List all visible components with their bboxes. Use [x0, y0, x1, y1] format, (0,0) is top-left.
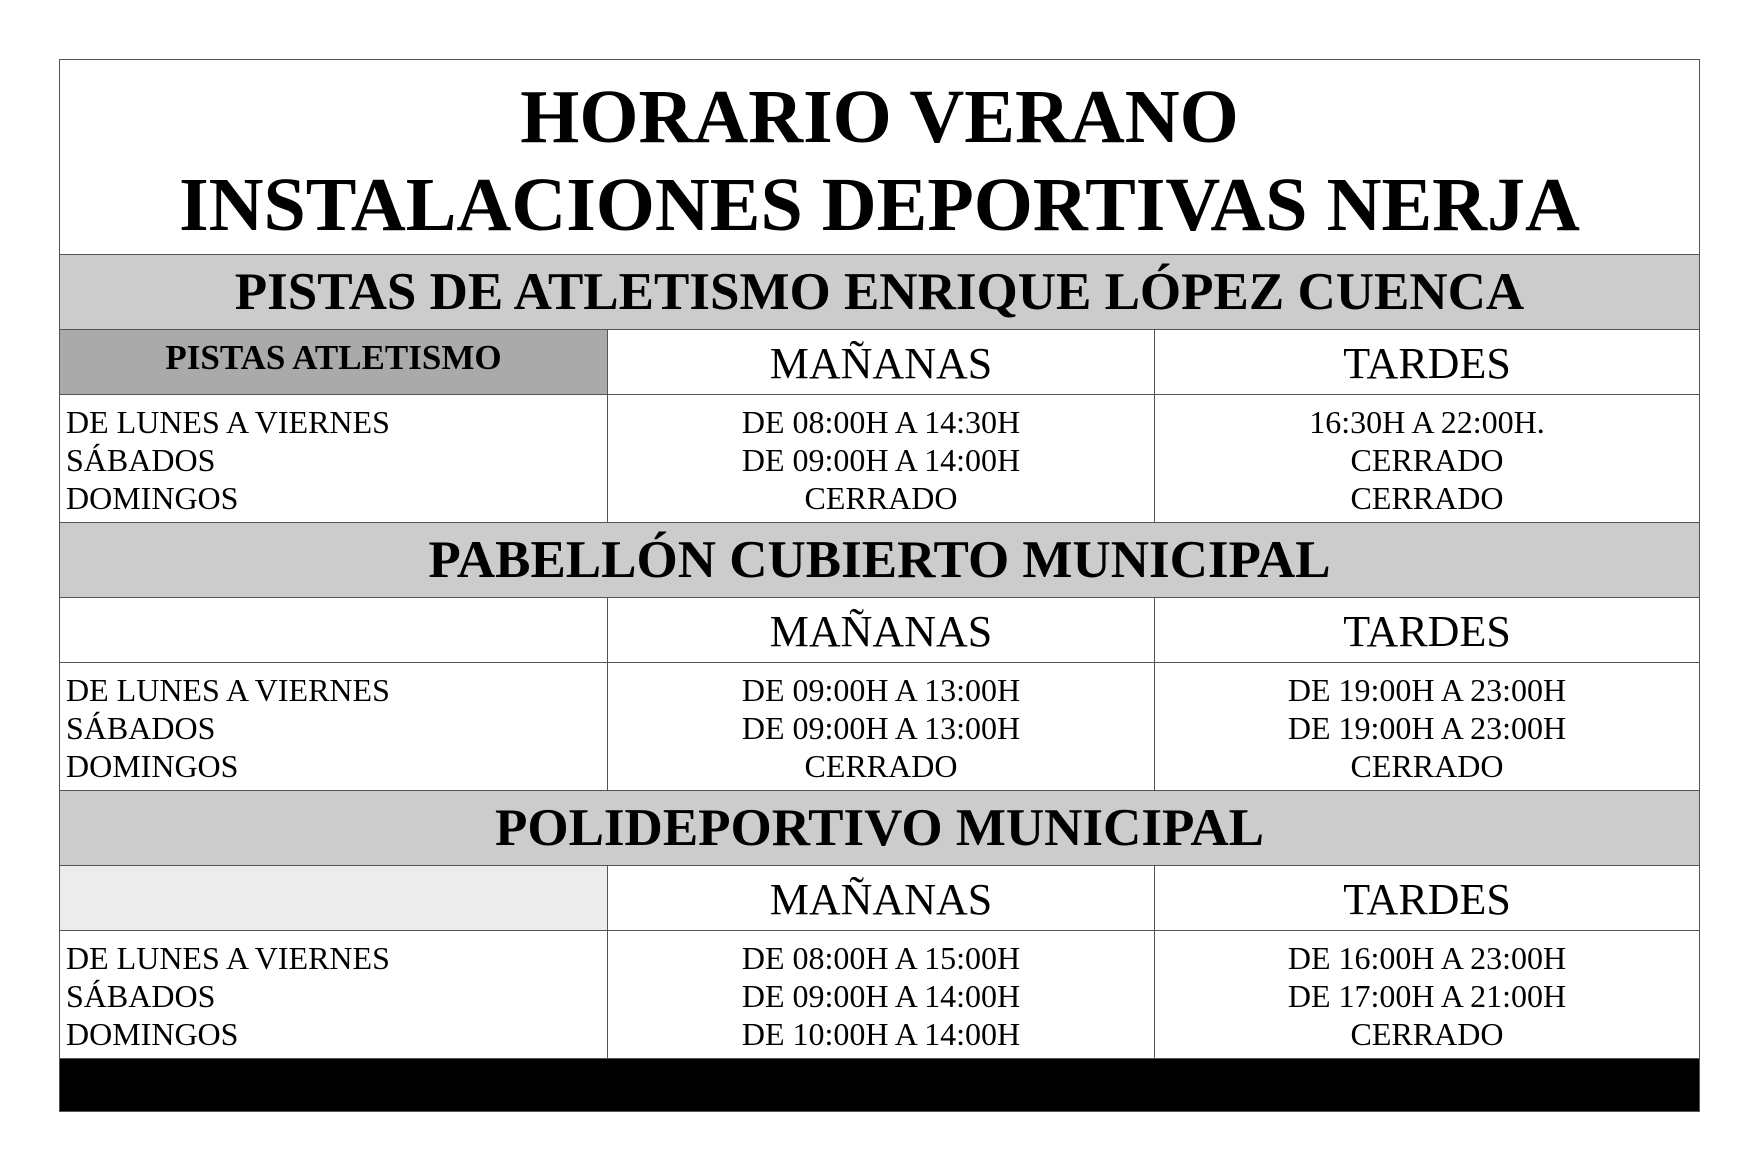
facility-label-empty: [60, 598, 607, 662]
day-label: SÁBADOS: [66, 978, 216, 1014]
hours-value: DE 17:00H A 21:00H: [1287, 978, 1567, 1014]
hours-value: DE 09:00H A 14:00H: [741, 442, 1021, 478]
facility-label-empty: [60, 866, 607, 930]
hours-value: 16:30H A 22:00H.: [1309, 404, 1545, 440]
hours-value: CERRADO: [1350, 748, 1504, 784]
afternoon-hours-cell: [1154, 931, 1699, 1058]
facility-label: PISTAS ATLETISMO: [60, 330, 607, 394]
day-label: DE LUNES A VIERNES: [66, 404, 390, 440]
hours-value: DE 10:00H A 14:00H: [741, 1016, 1021, 1052]
morning-hours-cell: [607, 663, 1154, 790]
hours-value: DE 19:00H A 23:00H: [1287, 710, 1567, 746]
column-header-row: [60, 329, 1699, 394]
schedule-row: [60, 394, 1699, 522]
day-label: DOMINGOS: [66, 1016, 239, 1052]
hours-value: CERRADO: [1350, 442, 1504, 478]
days-cell: [60, 395, 607, 522]
afternoon-hours-cell: [1154, 663, 1699, 790]
hours-value: DE 09:00H A 13:00H: [741, 710, 1021, 746]
schedule-row: [60, 930, 1699, 1058]
section-header-atletismo: PISTAS DE ATLETISMO ENRIQUE LÓPEZ CUENCA: [60, 254, 1699, 329]
hours-value: CERRADO: [804, 480, 958, 516]
title-line-2: INSTALACIONES DEPORTIVAS NERJA: [179, 163, 1580, 247]
day-label: DOMINGOS: [66, 480, 239, 516]
hours-value: CERRADO: [1350, 1016, 1504, 1052]
column-header-afternoon: TARDES: [1154, 866, 1699, 930]
day-label: DE LUNES A VIERNES: [66, 672, 390, 708]
column-header-morning: MAÑANAS: [607, 330, 1154, 394]
day-label: SÁBADOS: [66, 710, 216, 746]
page-title: [60, 60, 1699, 254]
days-cell: [60, 663, 607, 790]
hours-value: DE 08:00H A 14:30H: [741, 404, 1021, 440]
footer-bar: [60, 1058, 1699, 1111]
schedule-sheet: [59, 59, 1700, 1112]
day-label: DE LUNES A VIERNES: [66, 940, 390, 976]
days-cell: [60, 931, 607, 1058]
section-header-pabellon: PABELLÓN CUBIERTO MUNICIPAL: [60, 522, 1699, 597]
hours-value: DE 16:00H A 23:00H: [1287, 940, 1567, 976]
column-header-row: [60, 597, 1699, 662]
column-header-morning: MAÑANAS: [607, 866, 1154, 930]
title-line-1: HORARIO VERANO: [520, 75, 1239, 159]
hours-value: DE 19:00H A 23:00H: [1287, 672, 1567, 708]
morning-hours-cell: [607, 931, 1154, 1058]
morning-hours-cell: [607, 395, 1154, 522]
hours-value: DE 09:00H A 14:00H: [741, 978, 1021, 1014]
section-header-polideportivo: POLIDEPORTIVO MUNICIPAL: [60, 790, 1699, 865]
hours-value: DE 09:00H A 13:00H: [741, 672, 1021, 708]
day-label: DOMINGOS: [66, 748, 239, 784]
day-label: SÁBADOS: [66, 442, 216, 478]
column-header-afternoon: TARDES: [1154, 330, 1699, 394]
schedule-row: [60, 662, 1699, 790]
afternoon-hours-cell: [1154, 395, 1699, 522]
hours-value: DE 08:00H A 15:00H: [741, 940, 1021, 976]
column-header-afternoon: TARDES: [1154, 598, 1699, 662]
hours-value: CERRADO: [804, 748, 958, 784]
column-header-row: [60, 865, 1699, 930]
hours-value: CERRADO: [1350, 480, 1504, 516]
column-header-morning: MAÑANAS: [607, 598, 1154, 662]
